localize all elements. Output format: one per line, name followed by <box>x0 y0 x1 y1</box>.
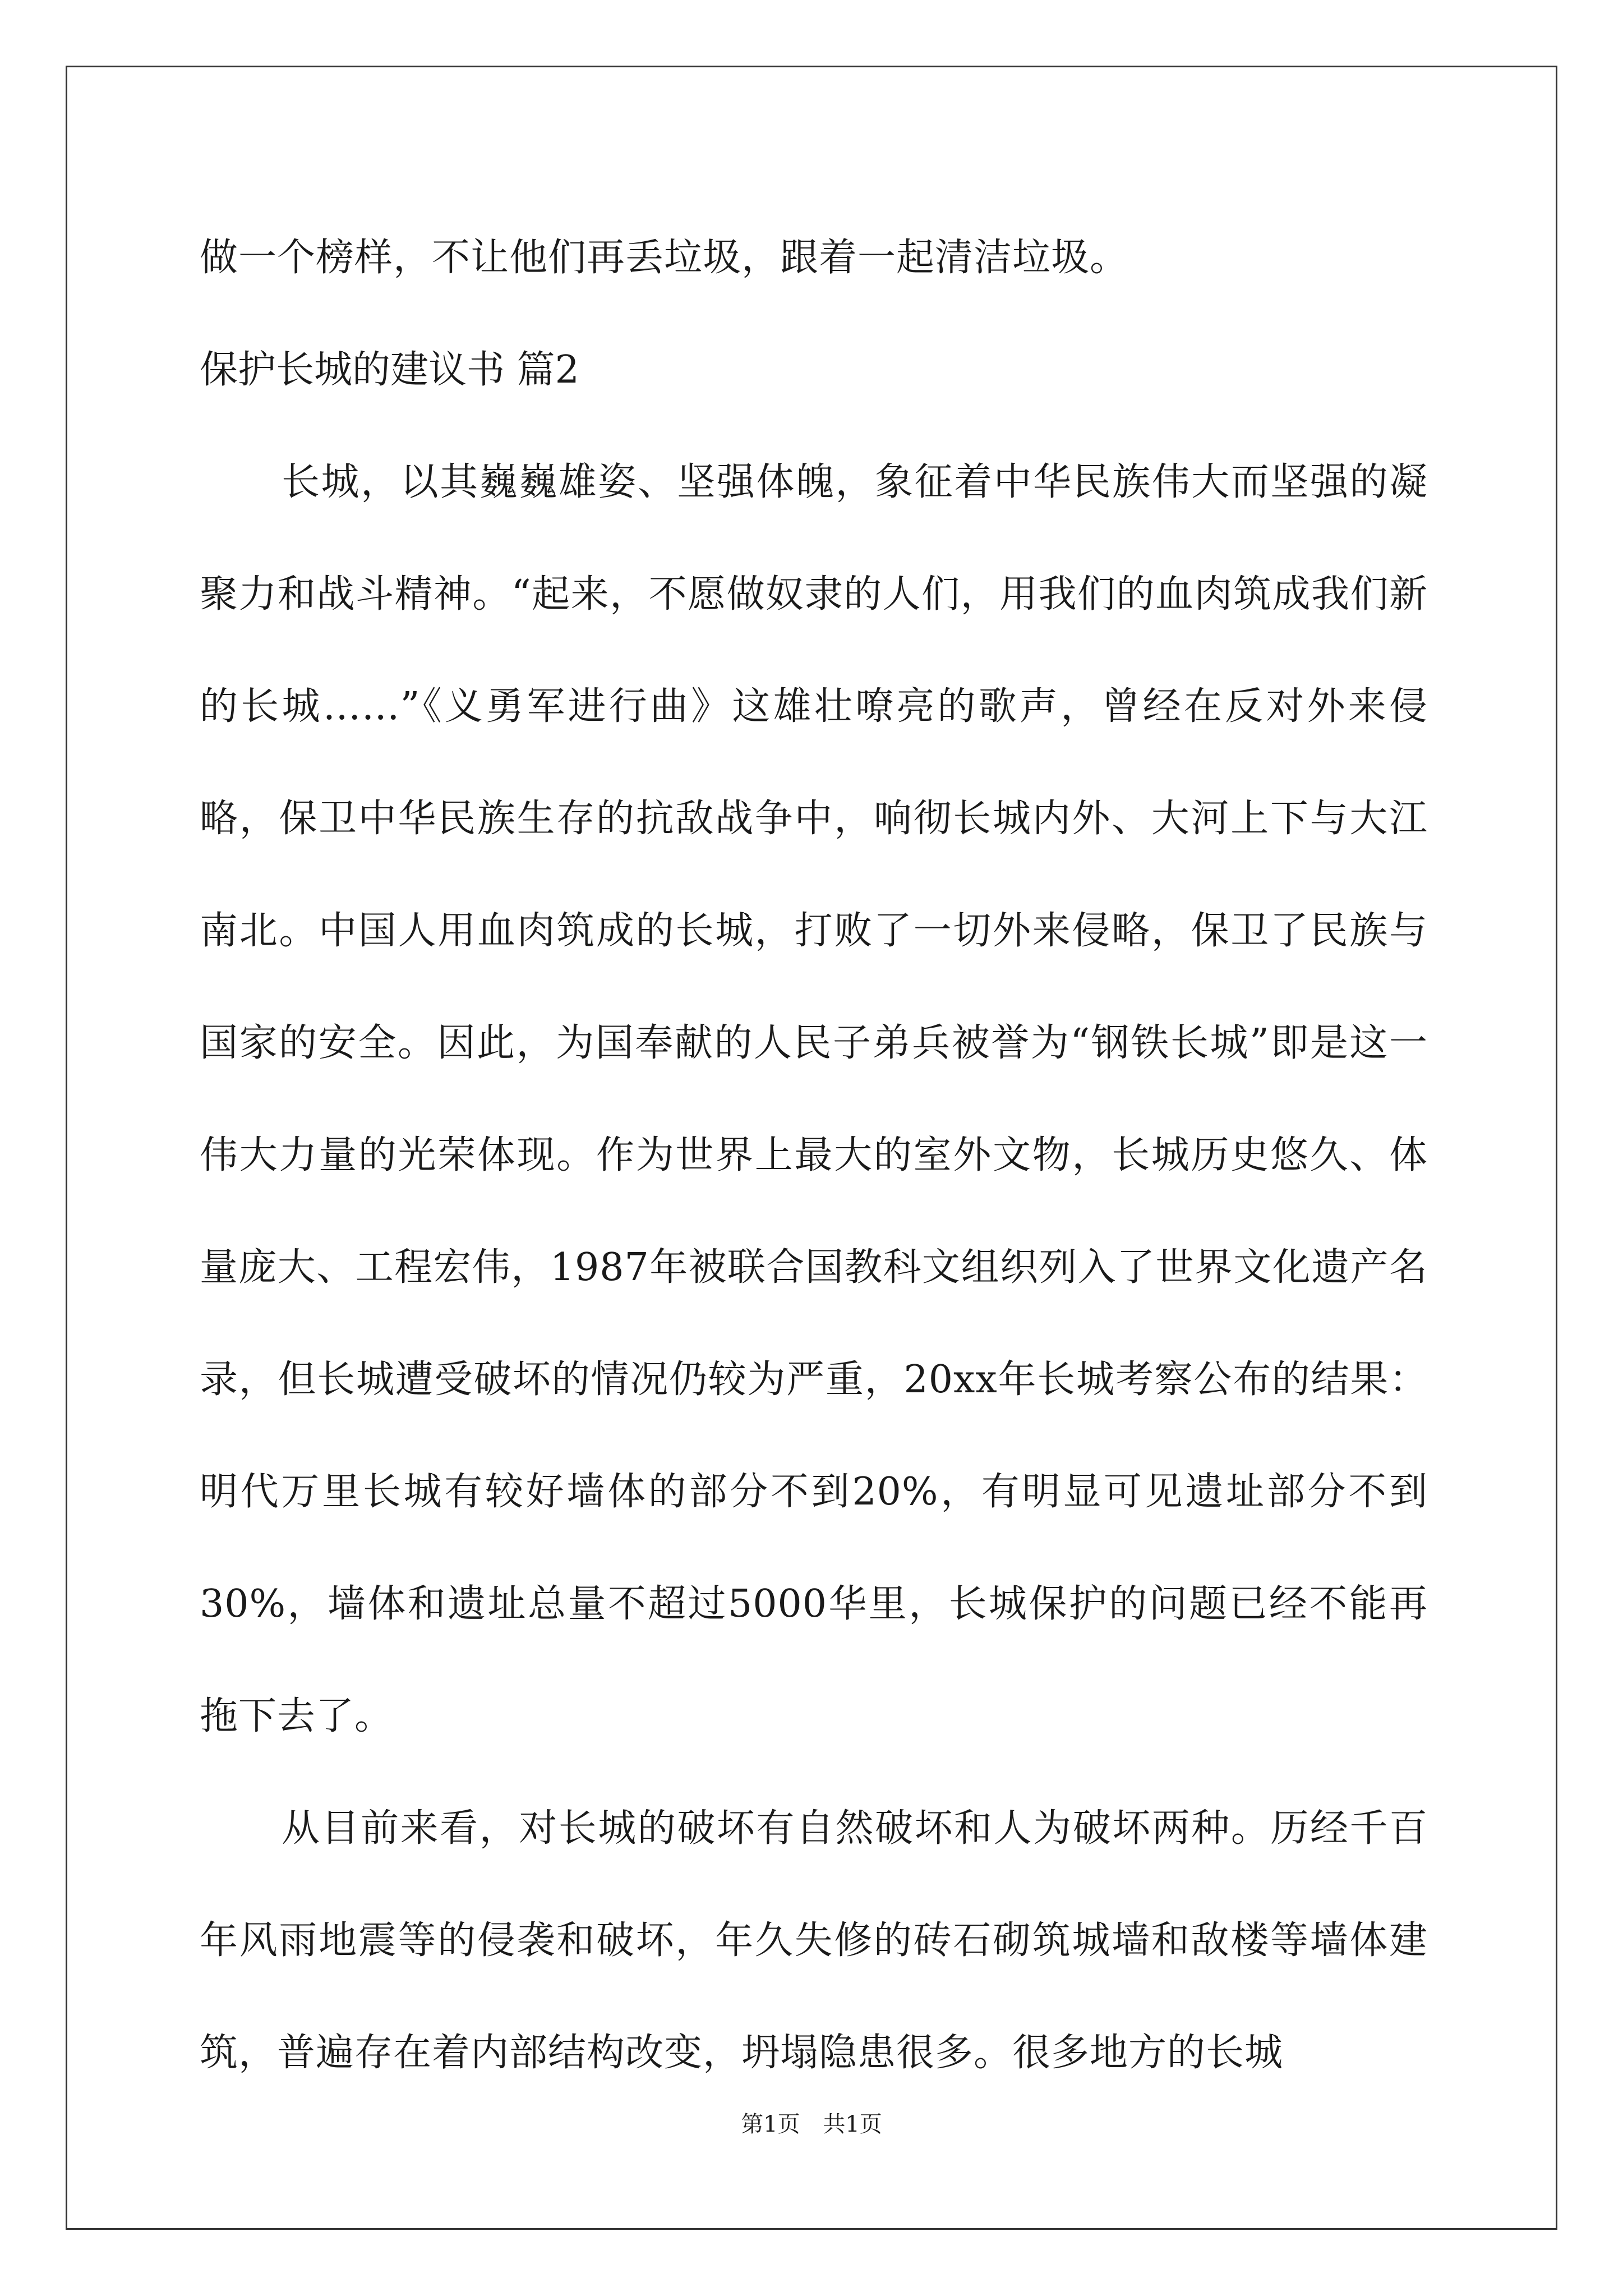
page-footer <box>0 2110 1623 2138</box>
document-body <box>200 202 1428 2109</box>
paragraph: 从目前来看，对长城的破坏有自然破坏和人为破坏两种。历经千百年风雨地震等的侵袭和破坏，年久失修的砖石砌筑城墙和敌楼等墙体建筑，普遍存在着内部结构改变，坍塌隐患很多。很多地方的长城 <box>200 1806 1428 2075</box>
section-title: 保护长城的建议书 篇2 <box>200 348 579 392</box>
continued-text-line: 做一个榜样，不让他们再丢垃圾，跟着一起清洁垃圾。 <box>200 236 1129 280</box>
paragraph: 长城，以其巍巍雄姿、坚强体魄，象征着中华民族伟大而坚强的凝聚力和战斗精神。“起来，不愿做奴隶的人们，用我们的血肉筑成我们新的长城……”《义勇军进行曲》这雄壮嘹亮的歌声，曾经在反对外来侵略，保卫中华民族生存的抗敌战争中，响彻长城内外、大河上下与大江南北。中国人用血肉筑成的长城，打败了一切外来侵略，保卫了民族与国家的安全。因此，为国奉献的人民子弟兵被誉为“钢铁长城”即是这一伟大力量的光荣体现。作为世界上最大的室外文物，长城历史悠久、体量庞大、工程宏伟，1987年被联合国教科文组织列入了世界文化遗产名录，但长城遭受破坏的情况仍较为严重，20xx年长城考察公布的结果：明代万里长城有较好墙体的部分不到20%，有明显可见遗址部分不到30%，墙体和遗址总量不超过5000华里，长城保护的问题已经不能再拖下去了。 <box>200 460 1428 1738</box>
total-pages: 共1页 <box>823 2111 882 2137</box>
page-number: 第1页 <box>741 2111 800 2137</box>
